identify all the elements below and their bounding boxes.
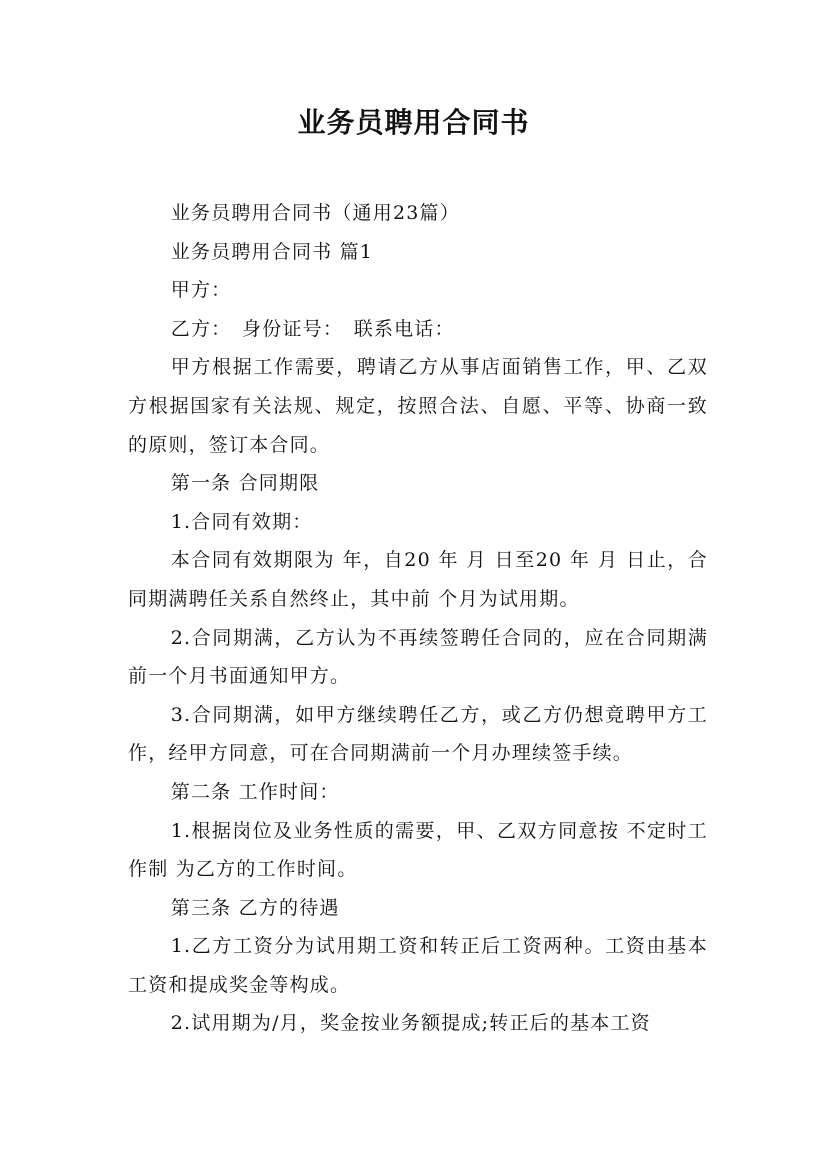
paragraph-article-3: 第三条 乙方的待遇 [170, 896, 340, 919]
paragraph-clause: 3.合同期满，如甲方继续聘任乙方，或乙方仍想竟聘甲方工作，经甲方同意，可在合同期满前一个月办理续签手续。 [128, 703, 708, 765]
paragraph-article-1: 第一条 合同期限 [170, 472, 320, 495]
paragraph-clause: 2.合同期满，乙方认为不再续签聘任合同的，应在合同期满前一个月书面通知甲方。 [128, 626, 708, 688]
document-body [128, 194, 708, 1043]
paragraph-preamble: 甲方根据工作需要，聘请乙方从事店面销售工作，甲、乙双方根据国家有关法规、规定，按照合法、自愿、平等、协商一致的原则，签订本合同。 [128, 356, 708, 456]
paragraph-section-heading: 业务员聘用合同书 篇1 [170, 240, 374, 263]
paragraph-article-2: 第二条 工作时间： [170, 780, 340, 803]
paragraph-clause: 本合同有效期限为 年，自20 年 月 日至20 年 月 日止，合同期满聘任关系自然终止，其中前 个月为试用期。 [128, 549, 708, 610]
paragraph-subtitle: 业务员聘用合同书（通用23篇） [170, 202, 460, 224]
document-title: 业务员聘用合同书 [297, 106, 530, 139]
paragraph-clause: 2.试用期为/月，奖金按业务额提成;转正后的基本工资 [170, 1012, 651, 1035]
paragraph-clause: 1.乙方工资分为试用期工资和转正后工资两种。工资由基本工资和提成奖金等构成。 [128, 935, 708, 996]
paragraph-party-b: 乙方： 身份证号： 联系电话： [170, 317, 455, 340]
paragraph-clause: 1.根据岗位及业务性质的需要，甲、乙双方同意按 不定时工作制 为乙方的工作时间。 [128, 819, 708, 881]
paragraph-clause: 1.合同有效期： [170, 510, 313, 533]
paragraph-party-a: 甲方： [170, 279, 232, 302]
